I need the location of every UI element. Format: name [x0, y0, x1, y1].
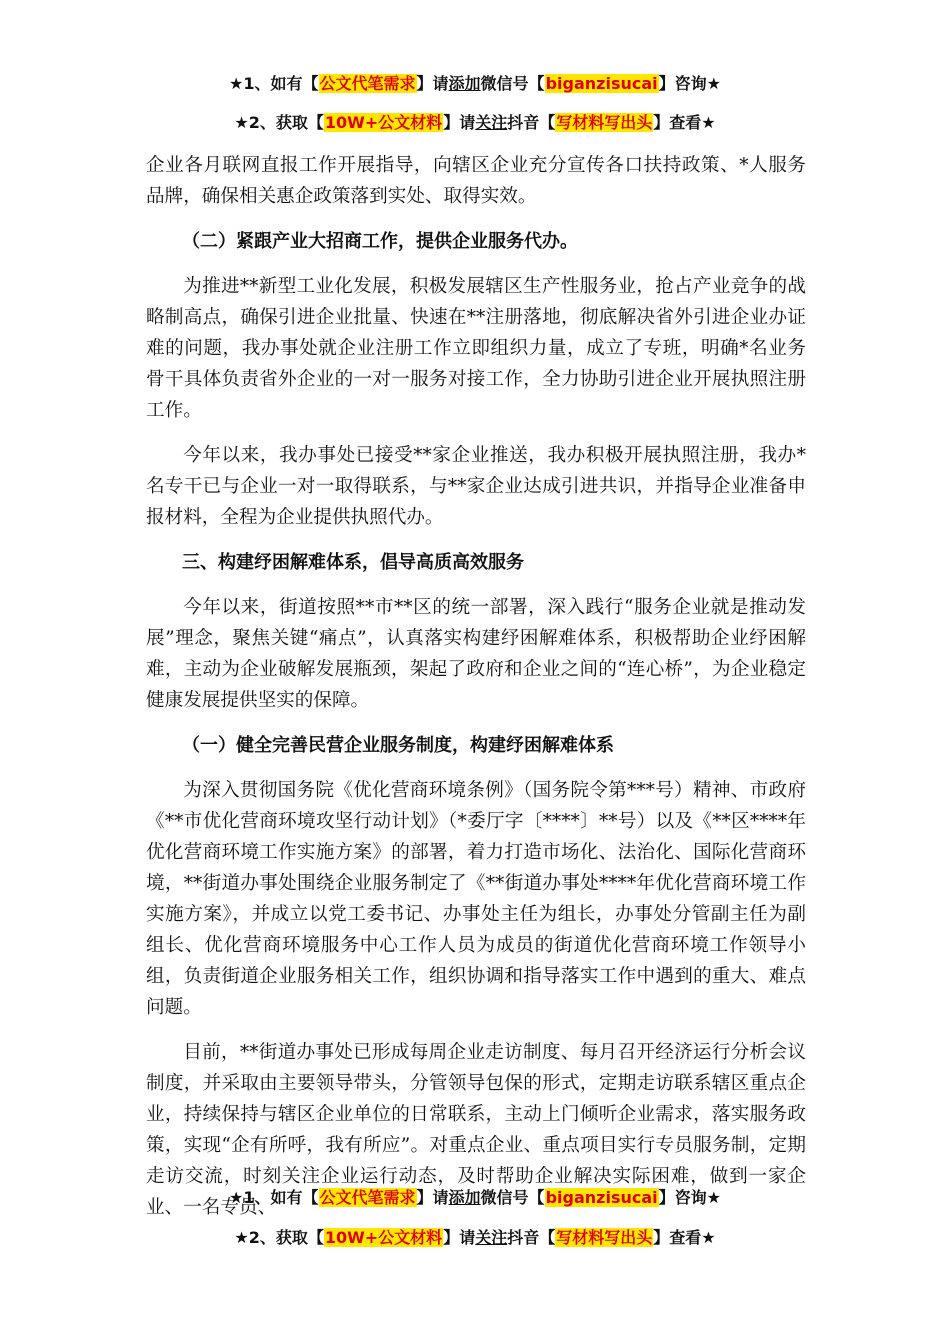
paragraph: 今年以来，我办事处已接受**家企业推送，我办积极开展执照注册，我办*名专干已与企业一对一取得联系，与**家企业达成引进共识，并指导企业准备申报材料，全程为企业提供执照代办。 [146, 445, 806, 528]
banner-underline-text: 关注 [475, 113, 508, 132]
banner-text: ★1、如有【 [229, 1188, 319, 1207]
banner-text: 微信号【 [480, 1188, 545, 1207]
section-heading: （一）健全完善民营企业服务制度，构建纾困解难体系 [182, 735, 614, 756]
banner-text: 】咨询★ [658, 74, 721, 93]
paragraph: 为深入贯彻国务院《优化营商环境条例》（国务院令第***号）精神、市政府《**市优化营商环境攻坚行动计划》（*委厅字〔****〕**号）以及《**区****年优化营商环境工作实施方案》的部署，着力打造市场化、法治化、国际化营商环境，**街道办事处围绕企业服务制定了《**街道办事处****年优化营商环境工作实施方案》，并成立以党工委书记、办事处主任为组长，办事处分管副主任为副组长、优化营商环境服务中心工作人员为成员的街道优化营商环境工作领导小组，负责街道企业服务相关工作，组织协调和指导落实工作中遇到的重大、难点问题。 [146, 780, 806, 1018]
paragraph: 目前，**街道办事处已形成每周企业走访制度、每月召开经济运行分析会议制度，并采取由主要领导带头，分管领导包保的形式，定期走访联系辖区重点企业，持续保持与辖区企业单位的日常联系，主动上门倾听企业需求，落实服务政策，实现“企有所呼，我有所应”。对重点企业、重点项目实行专员服务制，定期走访交流，时刻关注企业运行动态，及时帮助企业解决实际困难，做到一家企业、一名专员、 [146, 1042, 806, 1218]
banner-highlight: 写材料写出头 [556, 1228, 653, 1247]
banner-highlight: biganzisucai [545, 1188, 658, 1207]
header-banner-line-2 [0, 112, 950, 134]
footer-banner-line-1 [0, 1187, 950, 1209]
banner-text: 微信号【 [480, 74, 545, 93]
document-body [146, 150, 806, 1237]
banner-highlight: biganzisucai [545, 74, 658, 93]
banner-text: ★2、获取【 [234, 1228, 324, 1247]
banner-text: 】咨询★ [658, 1188, 721, 1207]
section-heading: 三、构建纾困解难体系，倡导高质高效服务 [182, 552, 524, 573]
section-heading: （二）紧跟产业大招商工作，提供企业服务代办。 [182, 231, 578, 252]
banner-text: 】请 [443, 113, 476, 132]
banner-underline-text: 添加 [448, 74, 481, 93]
paragraph: 为推进**新型工业化发展，积极发展辖区生产性服务业，抢占产业竞争的战略制高点，确保引进企业批量、快速在**注册落地，彻底解决省外引进企业办证难的问题，我办事处就企业注册工作立即组织力量，成立了专班，明确*名业务骨干具体负责省外企业的一对一服务对接工作，全力协助引进企业开展执照注册工作。 [146, 276, 806, 421]
banner-text: 】请 [443, 1228, 476, 1247]
banner-highlight: 10W+公文材料 [324, 1228, 443, 1247]
banner-highlight: 公文代笔需求 [319, 1188, 416, 1207]
banner-text: 】请 [416, 1188, 449, 1207]
paragraph: 今年以来，街道按照**市**区的统一部署，深入践行“服务企业就是推动发展”理念，聚焦关键“痛点”，认真落实构建纾困解难体系，积极帮助企业纾困解难，主动为企业破解发展瓶颈，架起了政府和企业之间的“连心桥”，为企业稳定健康发展提供坚实的保障。 [146, 597, 806, 711]
banner-underline-text: 关注 [475, 1228, 508, 1247]
banner-text: 】请 [416, 74, 449, 93]
banner-highlight: 10W+公文材料 [324, 113, 443, 132]
banner-text: ★2、获取【 [234, 113, 324, 132]
banner-text: 抖音【 [507, 1228, 556, 1247]
banner-text: 】查看★ [653, 113, 716, 132]
header-banner-line-1 [0, 73, 950, 95]
banner-text: ★1、如有【 [229, 74, 319, 93]
paragraph: 企业各月联网直报工作开展指导，向辖区企业充分宣传各口扶持政策、*人服务品牌，确保相关惠企政策落到实处、取得实效。 [146, 155, 806, 207]
banner-highlight: 公文代笔需求 [319, 74, 416, 93]
banner-text: 抖音【 [507, 113, 556, 132]
banner-highlight: 写材料写出头 [556, 113, 653, 132]
banner-text: 】查看★ [653, 1228, 716, 1247]
footer-banner-line-2 [0, 1227, 950, 1249]
banner-underline-text: 添加 [448, 1188, 481, 1207]
